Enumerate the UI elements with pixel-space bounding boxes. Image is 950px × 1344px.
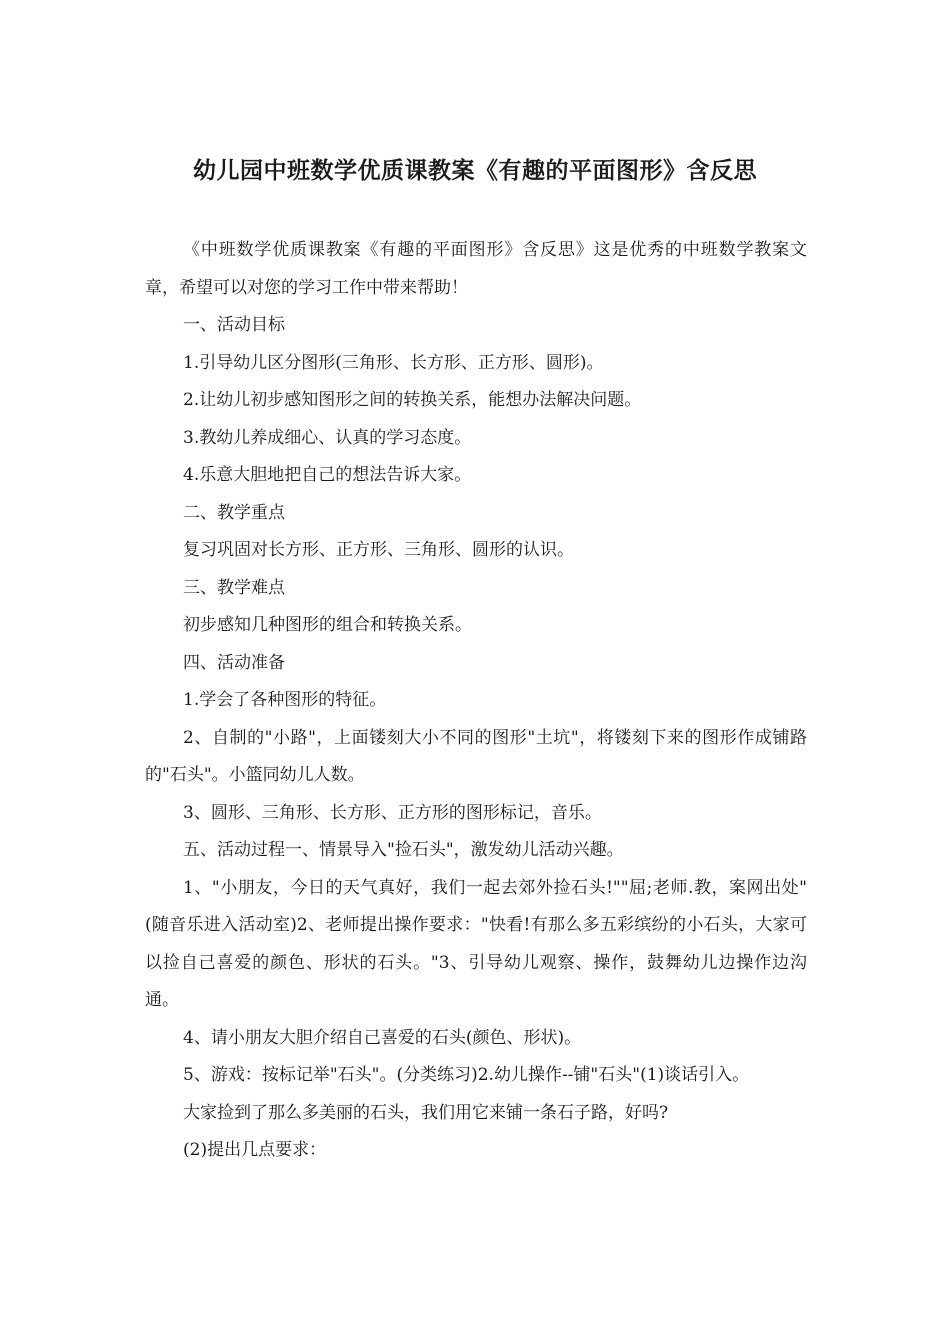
heading-activity-goals: 一、活动目标 xyxy=(183,315,285,335)
paragraph-goal-2: 2.让幼儿初步感知图形之间的转换关系，能想办法解决问题。 xyxy=(183,390,642,410)
paragraph-prep-2: 2、自制的"小路"，上面镂刻大小不同的图形"土坑"，将镂刻下来的图形作成铺路的"石头"。小篮同幼儿人数。 xyxy=(145,727,807,785)
paragraph-prep-3: 3、圆形、三角形、长方形、正方形的图形标记，音乐。 xyxy=(183,802,602,823)
paragraph-stone-road: 大家捡到了那么多美丽的石头，我们用它来铺一条石子路，好吗? xyxy=(183,1102,669,1123)
paragraph-goal-4: 4.乐意大胆地把自己的想法告诉大家。 xyxy=(183,465,472,485)
heading-key-points: 二、教学重点 xyxy=(183,502,285,523)
paragraph-goal-3: 3.教幼儿养成细心、认真的学习态度。 xyxy=(183,427,472,448)
paragraph-intro: 《中班数学优质课教案《有趣的平面图形》含反思》这是优秀的中班数学教案文章，希望可以对您的学习工作中带来帮助！ xyxy=(145,240,807,298)
paragraph-process-4: 4、请小朋友大胆介绍自己喜爱的石头(颜色、形状)。 xyxy=(183,1027,582,1048)
heading-preparation: 四、活动准备 xyxy=(183,652,285,673)
paragraph-difficulties: 初步感知几种图形的组合和转换关系。 xyxy=(183,615,472,635)
paragraph-key-points: 复习巩固对长方形、正方形、三角形、圆形的认识。 xyxy=(183,540,574,560)
paragraph-process-5: 5、游戏：按标记举"石头"。(分类练习)2.幼儿操作--铺"石头"(1)谈话引入。 xyxy=(183,1065,750,1085)
heading-process: 五、活动过程一、情景导入"捡石头"，激发幼儿活动兴趣。 xyxy=(183,840,624,860)
paragraph-requirements: (2)提出几点要求： xyxy=(183,1140,327,1160)
document-title: 幼儿园中班数学优质课教案《有趣的平面图形》含反思 xyxy=(193,158,757,184)
heading-difficulties: 三、教学难点 xyxy=(183,577,285,598)
document-body xyxy=(145,232,807,1170)
paragraph-goal-1: 1.引导幼儿区分图形(三角形、长方形、正方形、圆形)。 xyxy=(183,352,604,373)
paragraph-prep-1: 1.学会了各种图形的特征。 xyxy=(183,690,387,710)
paragraph-process-1: 1、"小朋友，今日的天气真好，我们一起去郊外捡石头!""屈;老师.教，案网出处"(随音乐进入活动室)2、老师提出操作要求："快看!有那么多五彩缤纷的小石头，大家可以捡自己喜爱的颜色、形状的石头。"3、引导幼儿观察、操作，鼓舞幼儿边操作边沟通。 xyxy=(145,877,807,1010)
